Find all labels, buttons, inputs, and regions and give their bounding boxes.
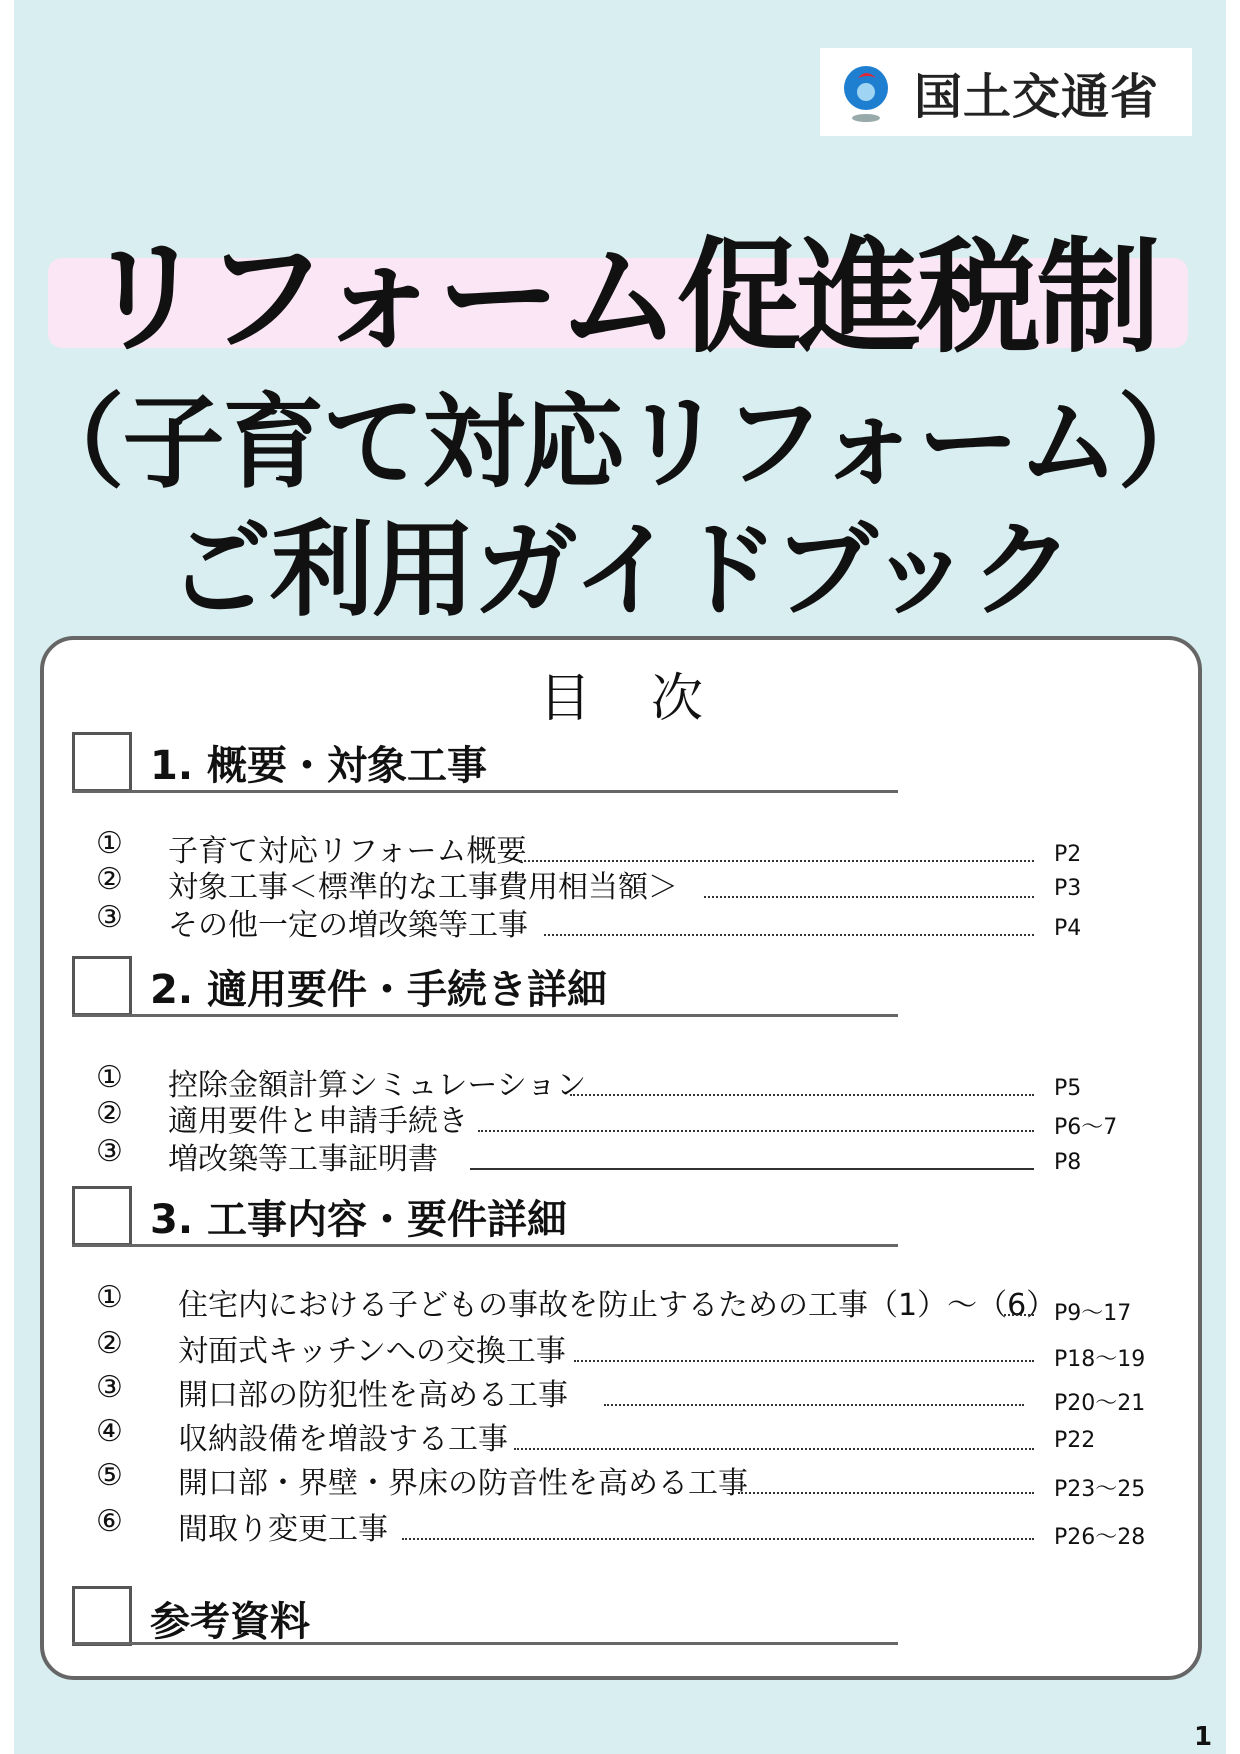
- toc-leader: [574, 1360, 1034, 1362]
- toc-leader: [738, 1492, 1034, 1494]
- toc-item-label[interactable]: 控除金額計算シミュレーション: [168, 1068, 587, 1103]
- toc-item-number: ③: [96, 900, 123, 935]
- section-checkbox-4: [72, 1586, 132, 1646]
- toc-item-number: ②: [96, 862, 123, 897]
- logo-text: 国土交通省: [914, 68, 1160, 125]
- section-underline-2: [72, 1014, 898, 1017]
- toc-item-label[interactable]: 開口部の防犯性を高める工事: [178, 1378, 568, 1413]
- toc-item-number: ②: [96, 1326, 123, 1361]
- toc-leader: [570, 1094, 1034, 1096]
- toc-item-page: P22: [1054, 1428, 1096, 1453]
- mlit-logo: [820, 48, 1192, 136]
- toc-item-page: P3: [1054, 876, 1082, 901]
- toc-item-page: P5: [1054, 1076, 1082, 1101]
- title-line-1: リフォーム促進税制: [83, 226, 1157, 370]
- toc-item-label[interactable]: 対面式キッチンへの交換工事: [178, 1334, 566, 1369]
- toc-item-page: P20～21: [1054, 1391, 1146, 1416]
- table-of-contents: [40, 636, 1202, 1680]
- toc-item-number: ①: [96, 1280, 123, 1315]
- toc-leader: [544, 934, 1034, 936]
- toc-item-page: P23～25: [1054, 1477, 1146, 1502]
- section-title-3: 3. 工事内容・要件詳細: [150, 1197, 567, 1243]
- toc-leader: [470, 1168, 1034, 1170]
- toc-leader: [514, 1448, 1034, 1450]
- mlit-emblem-icon: [832, 58, 900, 126]
- toc-item-page: P6～7: [1054, 1115, 1118, 1140]
- section-underline-4: [72, 1642, 898, 1645]
- toc-item-number: ②: [96, 1096, 123, 1131]
- toc-leader: [1004, 1314, 1034, 1316]
- toc-item-page: P18～19: [1054, 1347, 1146, 1372]
- section-checkbox-2: [72, 956, 132, 1016]
- toc-item-number: ①: [96, 826, 123, 861]
- toc-leader: [402, 1538, 1034, 1540]
- section-underline-3: [72, 1244, 898, 1247]
- toc-item-number: ⑤: [96, 1458, 123, 1493]
- toc-item-label[interactable]: 対象工事＜標準的な工事費用相当額＞: [168, 870, 678, 905]
- toc-item-page: P8: [1054, 1150, 1082, 1175]
- toc-item-number: ⑥: [96, 1504, 123, 1539]
- toc-item-page: P9～17: [1054, 1301, 1132, 1326]
- toc-item-label[interactable]: 子育て対応リフォーム概要: [168, 834, 527, 869]
- document-page: [14, 0, 1226, 1754]
- toc-leader: [478, 1130, 1034, 1132]
- toc-item-label[interactable]: 増改築等工事証明書: [168, 1142, 438, 1177]
- toc-leader: [704, 896, 1034, 898]
- toc-item-number: ③: [96, 1134, 123, 1169]
- section-title-4: 参考資料: [150, 1599, 310, 1645]
- toc-item-label[interactable]: 収納設備を増設する工事: [178, 1422, 508, 1457]
- toc-item-label[interactable]: 開口部・界壁・界床の防音性を高める工事: [178, 1466, 748, 1501]
- toc-item-number: ④: [96, 1414, 123, 1449]
- section-checkbox-1: [72, 732, 132, 792]
- toc-item-label[interactable]: 間取り変更工事: [178, 1512, 388, 1547]
- toc-item-page: P4: [1054, 916, 1082, 941]
- toc-item-page: P2: [1054, 842, 1082, 867]
- toc-item-page: P26～28: [1054, 1525, 1146, 1550]
- section-underline-1: [72, 790, 898, 793]
- title-line-2: （子育て対応リフォーム）: [22, 384, 1218, 503]
- toc-item-label[interactable]: その他一定の増改築等工事: [168, 908, 528, 943]
- section-checkbox-3: [72, 1186, 132, 1246]
- section-title-2: 2. 適用要件・手続き詳細: [150, 967, 607, 1013]
- toc-item-number: ①: [96, 1060, 123, 1095]
- title-line-3: ご利用ガイドブック: [167, 509, 1073, 631]
- toc-heading: 目次: [538, 669, 763, 729]
- section-title-1: 1. 概要・対象工事: [150, 743, 487, 789]
- page-number: 1: [1194, 1722, 1213, 1752]
- toc-item-label[interactable]: 適用要件と申請手続き: [168, 1104, 468, 1139]
- toc-item-number: ③: [96, 1370, 123, 1405]
- toc-item-label[interactable]: 住宅内における子どもの事故を防止するための工事（1）～（6）: [178, 1288, 1057, 1323]
- toc-leader: [604, 1404, 1024, 1406]
